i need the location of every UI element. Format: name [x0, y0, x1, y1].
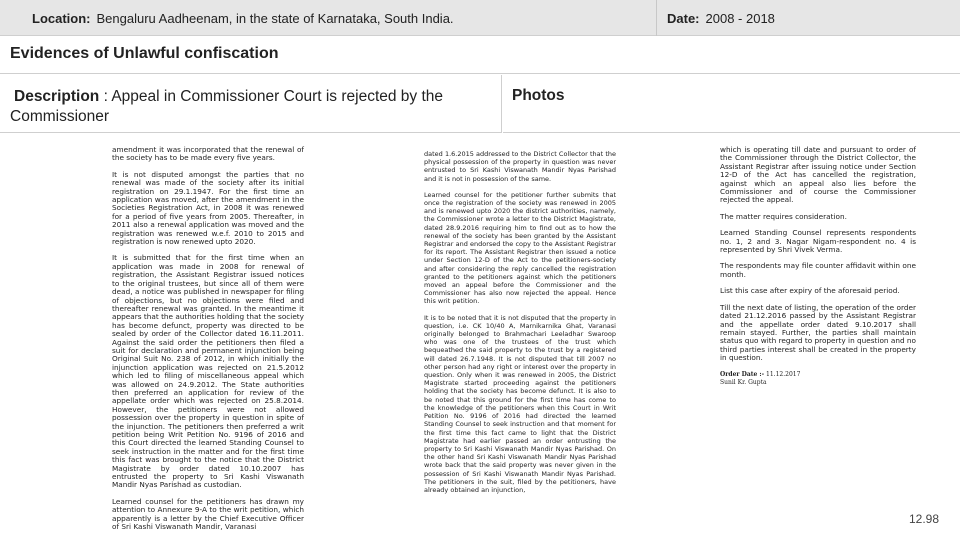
location-value: Bengaluru Aadheenam, in the state of Karnataka, South India.: [96, 11, 454, 26]
paragraph: Learned counsel for the petitioner further submits that once the registration of the society was renewed in 2005 and is renewed upto 2020 the district authorities, namely, the Commissioner wrote a letter to the District Magistrate, dated 28.9.2016 requiring him to find out as to how the renewal of the society has been granted by the Assistant Registrar and endorsed the copy to the Assistant Registrar for its report. The Assistant Registrar then issued a notice under Section 12-D of the Act to the petitioners-society and after considering the reply cancelled the registration granted to the petitioners against which the petitioners moved an appeal before the Commissioner and the Commissioner has also now rejected the appeal. Hence this writ petition.: [424, 190, 616, 306]
paragraph: The matter requires consideration.: [720, 211, 847, 221]
signatory-name: Sunil Kr. Gupta: [720, 378, 767, 386]
location-label: Location:: [32, 11, 91, 26]
paragraph: amendment it was incorporated that the renewal of the society has to be made every five years.: [112, 145, 304, 163]
paragraph: It is to be noted that it is not disputed that the property in question, i.e. CK 10/40 A, Marnikarnika Ghat, Varanasi originally belonged to Brahmachari Leeladhar Swaroop who was one of the trustees of the trust which bequeathed the said property to the trust by a registered will dated 26.7.1948. It is not disputed that till 2007 no other person had any right or interest over the property in question. Only when it was renewed in 2005, the District Magistrate started proceeding against the petitioners holding that the society has become defunct. It is also to be noted that this ground for the first time has come to the knowledge of the petitioners when this Court in Writ Petition No. 9196 of 2016 had directed the learned Standing Counsel to seek instruction and that moment for the first time this fact came to light that the District Magistrate had earlier passed an order entrusting the property to Sri Kashi Viswanath Mandir Nyas Parishad. On the other hand Sri Kashi Viswanath Mandir Nyas Parishad wrote back that the said property was never given in the possession of Sri Kashi Viswanath Mandir Nyas Parishad. The petitioners in the suit, filed by the petitioners, have already obtained an injunction,: [424, 313, 616, 494]
order-date-value: 11.12.2017: [766, 370, 801, 378]
paragraph: dated 1.6.2015 addressed to the District Collector that the physical possession of the property in question was never entrusted to Sri Kashi Viswanath Mandir Nyas Parishad and it is not in possession of the same.: [424, 150, 616, 183]
photos-label: Photos: [503, 75, 960, 133]
paragraph: Learned counsel for the petitioners has drawn my attention to Annexure 9-A to the writ petition, which apparently is a letter by the Chief Executive Officer of Sri Kashi Viswanath Mandir, Varanasi: [112, 496, 304, 532]
description-separator: :: [103, 88, 108, 105]
page-number: 12.98: [909, 512, 940, 526]
description-cell: [0, 75, 502, 133]
document-column-2: [424, 150, 616, 502]
document-column-1: [112, 146, 304, 539]
date-label: Date:: [667, 11, 700, 26]
order-date: [720, 371, 916, 379]
document-column-3: [720, 146, 916, 387]
paragraph: which is operating till date and pursuant to order of the Commissioner through the District Collector, the Assistant Registrar after issuing notice under Section 12-D of the Act has cancelled the registration, against which an appeal also lies before the Commissioner and of course the Commissioner rejected the appeal.: [720, 145, 916, 205]
page-title: Evidences of Unlawful confiscation: [0, 36, 960, 74]
description-label: Description: [14, 88, 100, 105]
header-bar: [0, 0, 960, 36]
paragraph: List this case after expiry of the aforesaid period.: [720, 286, 900, 296]
location-cell: [0, 0, 657, 36]
paragraph: It is submitted that for the first time when an application was made in 2008 for renewal of registration, the Assistant Registrar issued notices to the original trustees, but since all of them were dead, a notice was published in newspaper for filing of objections, but no objections were filed and thereafter renewal was granted. In the meantime it appears that the authorities holding that the society has become defunct, property was directed to be sealed by order of the Collector dated 16.11.2011. Against the said order the petitioners then filed a suit for declaration and permanent injunction being Original Suit No. 238 of 2012, in which initially the injunction application was rejected on 21.5.2012 which led to filing of miscellaneous appeal which was allowed on 24.9.2012. The State authorities then preferred an application for review of the appellate order which was rejected on 25.8.2014. However, the petitioners were not allowed possession over the property in question in spite of the injunction. The petitioners then preferred a writ petition being Writ Petition No. 9196 of 2016 and this Court directed the learned Standing Counsel to seek instruction in the matter and for the first time this fact was brought to the notice that the District Magistrate by order dated 10.10.2007 has entrusted the property to Sri Kashi Viswanath Mandir Nyas Parishad as custodian.: [112, 253, 304, 490]
paragraph: It is not disputed amongst the parties that no renewal was made of the society after its initial registration on 29.1.1947. For the first time an application was moved, after the amendment in the Societies Registration Act, in 2008 it was renewed for a period of five years from 2005. Thereafter, in 2011 also a renewal application was moved and the registration was renewed w.e.f. 2010 to 2015 and registration is now renewed upto 2020.: [112, 169, 304, 247]
paragraph: The respondents may file counter affidavit within one month.: [720, 261, 916, 279]
date-value: 2008 - 2018: [705, 11, 775, 26]
paragraph: Learned Standing Counsel represents respondents no. 1, 2 and 3. Nagar Nigam-respondent no. 4 is represented by Shri Vivek Verma.: [720, 228, 916, 255]
order-date-label: Order Date :-: [720, 370, 765, 378]
description-text: Appeal in Commissioner Court is rejected by the Commissioner: [10, 88, 444, 125]
paragraph: Till the next date of listing, the operation of the order dated 21.12.2016 passed by the Assistant Registrar and the appellate order dated 9.10.2017 shall remain stayed. Further, the parties shall maintain status quo with regard to property in question and no third parties interest shall be created in the property in question.: [720, 302, 916, 363]
date-cell: [658, 0, 960, 36]
